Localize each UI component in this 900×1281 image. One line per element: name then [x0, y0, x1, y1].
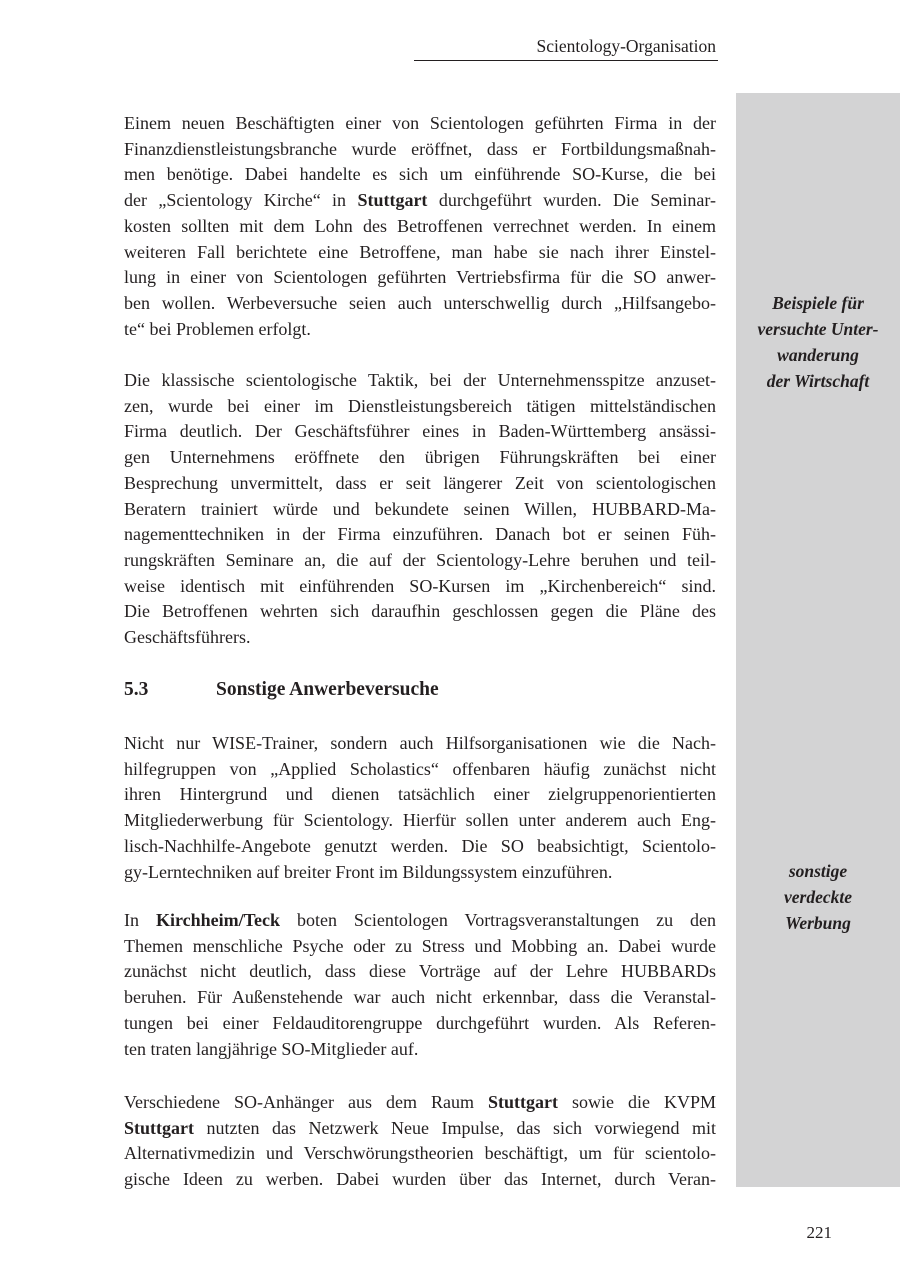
text-line: gen Unternehmens eröffnete den übrigen Führungskräften bei einer: [124, 447, 716, 468]
margin-note-line: der Wirtschaft: [766, 371, 870, 391]
margin-note-line: versuchte Unter-: [757, 319, 879, 339]
text-run: der „Scientology Kirche“ in: [124, 190, 347, 211]
text-line: Finanzdienstleistungsbranche wurde eröffnet, dass er Fortbildungsmaßnah-: [124, 138, 716, 159]
paragraph-financial-firm: [124, 111, 716, 342]
text-line: ten traten langjährige SO-Mitglieder auf.: [124, 1038, 419, 1059]
text-line: Besprechung unvermittelt, dass er seit längerer Zeit von scientologischen: [124, 472, 716, 493]
text-line: Mitgliederwerbung für Scientology. Hierfür sollen unter anderem auch Eng-: [124, 810, 716, 831]
text-line: [124, 188, 716, 214]
text-run: nutzten das Netzwerk Neue Impulse, das sich vorwiegend mit: [206, 1117, 716, 1138]
text-line: Geschäftsführers.: [124, 627, 251, 648]
text-line: Beratern trainiert würde und bekundete seinen Willen, HUBBARD-Ma-: [124, 498, 716, 519]
text-line: tungen bei einer Feldauditorengruppe durchgeführt wurden. Als Referen-: [124, 1012, 716, 1033]
text-line: gische Ideen zu werben. Dabei wurden über das Internet, durch Veran-: [124, 1169, 716, 1190]
margin-note-line: Beispiele für: [772, 293, 864, 313]
page-number: 221: [806, 1223, 832, 1242]
text-line: lisch-Nachhilfe-Angebote genutzt werden. Die SO beabsichtigt, Scientolo-: [124, 835, 716, 856]
margin-note-line: wanderung: [777, 345, 859, 365]
text-line: Die Betroffenen wehrten sich daraufhin geschlossen gegen die Pläne des: [124, 601, 716, 622]
text-line: Alternativmedizin und Verschwörungstheorien beschäftigt, um für scientolo-: [124, 1143, 716, 1164]
text-line: hilfegruppen von „Applied Scholastics“ offenbaren häufig zunächst nicht: [124, 758, 716, 779]
running-header: Scientology-Organisation: [536, 36, 716, 56]
text-line: weiteren Fall berichtete eine Betroffene, man habe sie nach ihrer Einstel-: [124, 241, 716, 262]
text-line: kosten sollten mit dem Lohn des Betroffenen verrechnet werden. In einem: [124, 215, 716, 236]
text-line: Firma deutlich. Der Geschäftsführer eines in Baden-Württemberg ansässi-: [124, 421, 716, 442]
place-name-stuttgart: Stuttgart: [124, 1117, 194, 1138]
text-line: rungskräften Seminare an, die auf der Scientology-Lehre beruhen und teil-: [124, 549, 716, 570]
section-number: 5.3: [124, 679, 149, 700]
paragraph-management-tactic: [124, 368, 716, 651]
text-line: men benötige. Dabei handelte es sich um einführende SO-Kurse, die bei: [124, 164, 716, 185]
text-line: Themen menschliche Psyche oder zu Stress und Mobbing an. Dabei wurde: [124, 935, 716, 956]
margin-note-line: Werbung: [785, 913, 851, 933]
text-line: weise identisch mit einführenden SO-Kursen im „Kirchenbereich“ sind.: [124, 575, 716, 596]
margin-note-line: sonstige: [788, 861, 848, 881]
text-run: durchgeführt wurden. Die Seminar-: [438, 190, 716, 211]
section-heading: [124, 677, 716, 703]
text-line: beruhen. Für Außenstehende war auch nicht erkennbar, dass die Veranstal-: [124, 987, 716, 1008]
text-line: [124, 908, 716, 934]
text-line: ihren Hintergrund und dienen tatsächlich einer zielgruppenorientierten: [124, 784, 716, 805]
header-rule: [414, 60, 718, 61]
text-line: lung in einer von Scientologen geführten Vertriebsfirma für die SO anwer-: [124, 267, 716, 288]
margin-note-covert-advertising: [741, 858, 895, 936]
text-line: [124, 1090, 716, 1116]
text-line: te“ bei Problemen erfolgt.: [124, 318, 311, 339]
text-line: Einem neuen Beschäftigten einer von Scientologen geführten Firma in der: [124, 113, 716, 133]
margin-note-line: verdeckte: [783, 887, 852, 907]
text-line: Die klassische scientologische Taktik, bei der Unternehmensspitze anzuset-: [124, 370, 716, 390]
place-name-kirchheim-teck: Kirchheim/Teck: [155, 910, 280, 930]
text-run: sowie die KVPM: [571, 1092, 716, 1112]
text-run: In: [124, 910, 139, 930]
text-line: ben wollen. Werbeversuche seien auch unterschwellig durch „Hilfsangebo-: [124, 292, 716, 313]
text-run: Verschiedene SO-Anhänger aus dem Raum: [124, 1092, 474, 1112]
text-line: zen, wurde bei einer im Dienstleistungsbereich tätigen mittelständischen: [124, 395, 716, 416]
text-line: zunächst nicht deutlich, dass diese Vorträge auf der Lehre HUBBARDs: [124, 961, 716, 982]
text-line: Nicht nur WISE-Trainer, sondern auch Hilfsorganisationen wie die Nach-: [124, 733, 716, 753]
place-name-stuttgart: Stuttgart: [357, 190, 428, 211]
paragraph-kirchheim-lectures: [124, 908, 716, 1062]
text-run: boten Scientologen Vortragsveranstaltungen zu den: [296, 910, 716, 930]
margin-note-economy: [741, 290, 895, 394]
place-name-stuttgart: Stuttgart: [487, 1092, 558, 1112]
margin-sidebar: [736, 93, 900, 1187]
paragraph-tutoring-groups: [124, 731, 716, 885]
paragraph-neue-impulse: [124, 1090, 716, 1193]
section-title: Sonstige Anwerbeversuche: [216, 679, 439, 700]
text-line: [124, 1116, 716, 1142]
text-line: nagementtechniken in der Firma einzuführen. Danach bot er seinen Füh-: [124, 524, 716, 545]
text-line: gy-Lerntechniken auf breiter Front im Bildungssystem einzuführen.: [124, 861, 613, 882]
